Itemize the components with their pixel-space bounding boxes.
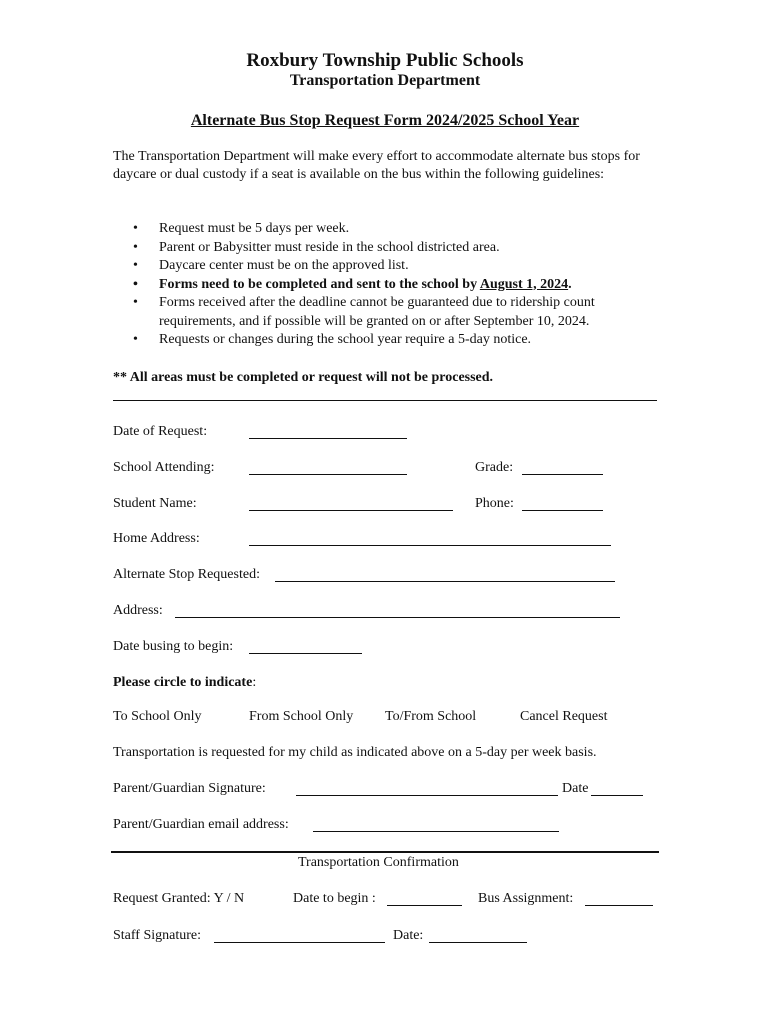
phone-label: Phone: (475, 496, 514, 511)
signature-date-label: Date (562, 781, 589, 796)
signature-date-field[interactable] (591, 795, 643, 796)
parent-email-field[interactable] (313, 831, 559, 832)
option-from-school[interactable]: From School Only (249, 709, 354, 724)
staff-date-label: Date: (393, 928, 424, 943)
guideline-item: • Request must be 5 days per week. (113, 220, 653, 239)
date-to-begin-label: Date to begin : (293, 891, 376, 906)
student-name-label: Student Name: (113, 496, 197, 511)
guideline-item: • Forms received after the deadline cannot be guaranteed due to ridership count requirements, and if possible will be granted on or after September 10, 2024. (113, 294, 653, 331)
date-to-begin-field[interactable] (387, 905, 462, 906)
guideline-item: • Parent or Babysitter must reside in the school districted area. (113, 239, 653, 258)
staff-signature-field[interactable] (214, 942, 385, 943)
school-attending-field[interactable] (249, 474, 407, 475)
parent-signature-label: Parent/Guardian Signature: (113, 781, 266, 796)
form-title: Alternate Bus Stop Request Form 2024/2025 School Year (190, 112, 580, 129)
deadline-date: August 1, 2024 (479, 276, 569, 292)
date-of-request-label: Date of Request: (113, 424, 208, 439)
guidelines-list (113, 220, 653, 350)
address-label: Address: (113, 603, 163, 618)
district-title: Roxbury Township Public Schools (246, 50, 524, 71)
staff-signature-label: Staff Signature: (113, 928, 202, 943)
department-title: Transportation Department (289, 72, 481, 89)
home-address-field[interactable] (249, 545, 611, 546)
confirmation-title: Transportation Confirmation (298, 855, 459, 870)
option-cancel-request[interactable]: Cancel Request (520, 709, 608, 724)
deadline-period: . (568, 276, 572, 292)
guideline-item: • Daycare center must be on the approved list. (113, 257, 653, 276)
circle-prompt-text: Please circle to indicate (113, 675, 253, 690)
grade-field[interactable] (522, 474, 603, 475)
date-busing-label: Date busing to begin: (113, 639, 234, 654)
circle-prompt (113, 675, 256, 691)
guideline-item: • Requests or changes during the school year require a 5-day notice. (113, 331, 653, 350)
bus-assignment-label: Bus Assignment: (478, 891, 574, 906)
school-attending-label: School Attending: (113, 460, 215, 475)
request-granted-label: Request Granted: Y / N (113, 891, 245, 906)
circle-prompt-colon: : (252, 675, 257, 690)
option-to-from-school[interactable]: To/From School (385, 709, 477, 724)
date-busing-field[interactable] (249, 653, 362, 654)
parent-signature-field[interactable] (296, 795, 558, 796)
alternate-stop-label: Alternate Stop Requested: (113, 567, 260, 582)
parent-email-label: Parent/Guardian email address: (113, 817, 289, 832)
date-of-request-field[interactable] (249, 438, 407, 439)
bus-assignment-field[interactable] (585, 905, 653, 906)
student-name-field[interactable] (249, 510, 453, 511)
deadline-text: Forms need to be completed and sent to the school by (159, 276, 480, 292)
alternate-stop-field[interactable] (275, 581, 615, 582)
address-field[interactable] (175, 617, 620, 618)
guideline-item-deadline (113, 276, 653, 295)
phone-field[interactable] (522, 510, 603, 511)
staff-date-field[interactable] (429, 942, 527, 943)
grade-label: Grade: (475, 460, 514, 475)
request-statement: Transportation is requested for my child as indicated above on a 5-day per week basis. (113, 745, 597, 760)
home-address-label: Home Address: (113, 531, 200, 546)
intro-paragraph: The Transportation Department will make every effort to accommodate alternate bus stops for daycare or dual custody if a seat is available on the bus within the following guidelines: (113, 149, 640, 182)
option-to-school[interactable]: To School Only (113, 709, 202, 724)
divider (113, 400, 657, 401)
required-notice: ** All areas must be completed or request will not be processed. (113, 370, 494, 385)
confirmation-divider (111, 851, 659, 853)
